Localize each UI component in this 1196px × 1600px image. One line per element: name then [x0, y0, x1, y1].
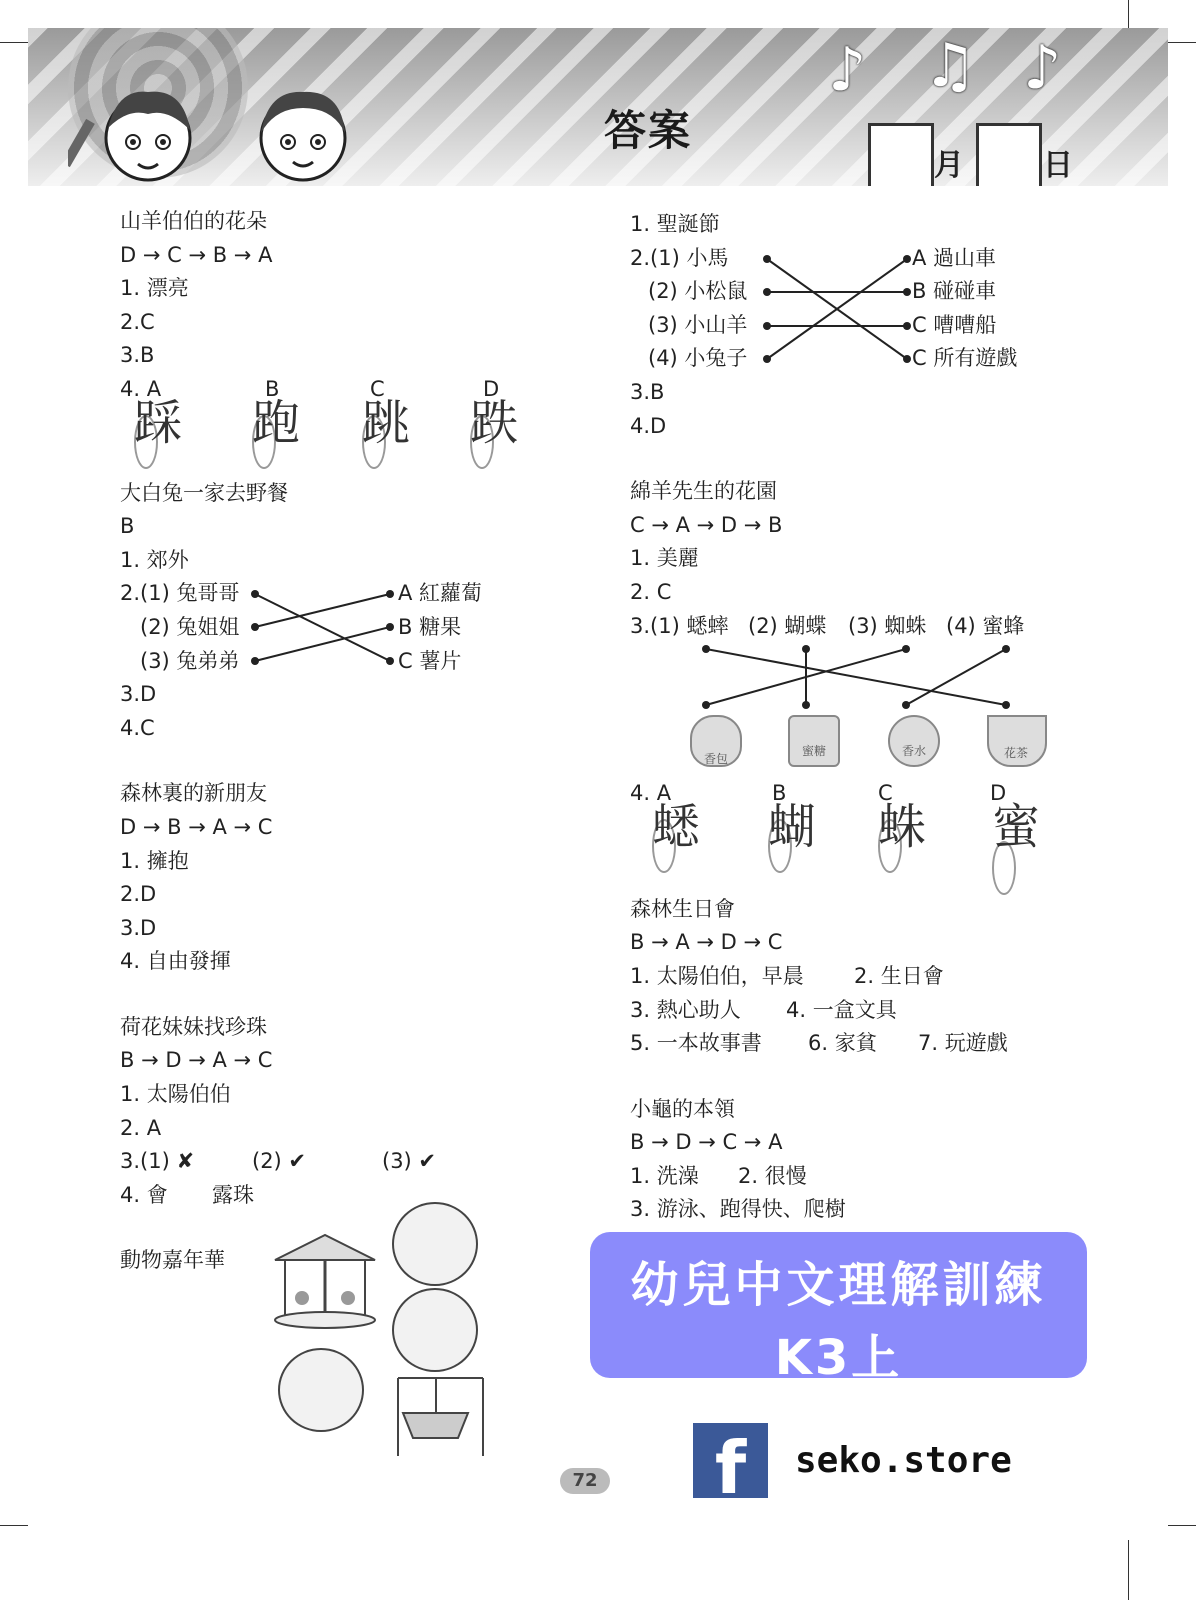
chinese-character: 跳 [362, 394, 411, 451]
section-title: 小龜的本領 [630, 1096, 735, 1121]
answer-line [630, 610, 1080, 644]
section-title: 動物嘉年華 [120, 1248, 225, 1273]
answer-line: 3.D [120, 682, 157, 707]
chinese-character: 踩 [134, 394, 183, 451]
answer-line: 1. 擁抱 [120, 848, 189, 873]
match-right-item: A 過山車 [912, 245, 997, 270]
letter-label: 4. A [630, 781, 672, 806]
answer-item: 4. 一盒文具 [786, 997, 897, 1022]
left-column [120, 205, 560, 1278]
answer-line: 2. A [120, 1115, 162, 1140]
match-lines [762, 242, 912, 376]
chinese-character: 跑 [252, 394, 301, 451]
section-title: 荷花妹妹找珍珠 [120, 1014, 267, 1039]
boat-illustration [392, 1288, 478, 1372]
answer-line [120, 1179, 560, 1213]
answer-line [630, 994, 1080, 1028]
crop-mark [1168, 42, 1196, 43]
answer-line: 3.B [630, 379, 665, 404]
music-notes-icon: ♫ [923, 31, 977, 101]
answer-item: 2. 生日會 [854, 963, 944, 988]
match-left-item: (3) 小山羊 [648, 312, 748, 337]
chinese-character: 蜜 [992, 798, 1041, 855]
answer-line: 1. 漂亮 [120, 276, 189, 301]
month-input-box [868, 123, 934, 186]
answer-line: 1. 郊外 [120, 547, 189, 572]
answer-word: 4. 會 [120, 1182, 168, 1207]
match-left-item: 2.(1) 兔哥哥 [120, 581, 240, 606]
music-note-icon: ♪ [1023, 33, 1062, 103]
answer-line [120, 1145, 560, 1179]
insect-label: (4) 蜜蜂 [946, 613, 1025, 638]
facebook-icon[interactable]: f [693, 1423, 768, 1498]
answer-line: 1. 太陽伯伯 [120, 1082, 231, 1107]
answer-line [630, 960, 1080, 994]
section-title: 森林裏的新朋友 [120, 781, 267, 806]
radical-characters [630, 798, 1080, 893]
letter-label: D [483, 376, 500, 401]
chinese-character: 蝴 [768, 798, 817, 855]
crop-mark [1168, 1525, 1196, 1526]
pirate-ship-illustration [388, 1368, 488, 1458]
answer-line: 3.D [120, 915, 157, 940]
answer-item: 1. 太陽伯伯，早晨 [630, 963, 804, 988]
page-title: 答案 [603, 106, 692, 155]
roller-coaster-illustration [278, 1348, 364, 1432]
answer-line: 3.B [120, 343, 155, 368]
bumper-car-illustration [392, 1202, 478, 1286]
match-right-item: C 薯片 [398, 648, 462, 673]
crop-mark [1128, 1540, 1129, 1600]
section-title: 森林生日會 [630, 896, 735, 921]
crop-mark [0, 42, 28, 43]
letter-label: B [772, 781, 787, 806]
carousel-illustration [270, 1230, 380, 1330]
match-left-item: (2) 兔姐姐 [140, 614, 240, 639]
month-label: 月 [934, 148, 964, 183]
answer-line: 4. 自由發揮 [120, 949, 231, 974]
letter-label: D [990, 781, 1007, 806]
sequence-answer: B → D → A → C [120, 1048, 273, 1073]
header-banner [28, 28, 1168, 186]
answer-item: 1. 洗澡 [630, 1163, 699, 1188]
answer-item: 5. 一本故事書 [630, 1031, 762, 1056]
answer-item: 3. 熱心助人 [630, 997, 741, 1022]
store-name: seko.store [795, 1440, 1012, 1481]
answer-line: B [120, 514, 135, 539]
insect-label: (3) 蜘蛛 [848, 613, 927, 638]
sequence-answer: C → A → D → B [630, 512, 783, 537]
match-left-item: 2.(1) 小馬 [630, 245, 729, 270]
girl-illustration [223, 68, 373, 186]
chinese-character: 跌 [470, 394, 519, 451]
answer-line: 4.C [120, 715, 155, 740]
insect-matching [630, 643, 1080, 777]
chinese-character: 蟋 [652, 798, 701, 855]
sequence-answer: D → C → B → A [120, 242, 273, 267]
answer-mark: (2) ✔ [252, 1149, 307, 1174]
perfume-item: 香水 [884, 715, 944, 767]
answer-mark: 3.(1) ✘ [120, 1149, 195, 1174]
insect-label: (2) 蝴蝶 [748, 613, 827, 638]
section-title: 山羊伯伯的花朵 [120, 209, 267, 233]
answer-item: 7. 玩遊戲 [918, 1031, 1008, 1056]
promo-banner [590, 1232, 1087, 1386]
music-note-icon: ♪ [828, 35, 867, 105]
match-lines [250, 577, 400, 677]
answer-line: 3. 游泳、跑得快、爬樹 [630, 1197, 846, 1222]
answer-line: 1. 美麗 [630, 546, 699, 571]
answer-mark: (3) ✔ [382, 1149, 437, 1174]
sachet-item: 香包 [686, 715, 746, 767]
promo-title: 幼兒中文理解訓練 [630, 1257, 1047, 1313]
section-title: 綿羊先生的花園 [630, 479, 777, 504]
match-left-item: (4) 小兔子 [648, 346, 748, 371]
crop-mark [0, 1525, 28, 1526]
section-title: 大白兔一家去野餐 [120, 480, 288, 505]
letter-label: C [370, 376, 385, 401]
answer-line: 2.D [120, 882, 157, 907]
answer-line: 2.C [120, 309, 155, 334]
crop-mark [1128, 0, 1129, 28]
match-right-item: B 碰碰車 [912, 279, 997, 304]
day-label: 日 [1043, 148, 1073, 183]
match-left-item: (2) 小松鼠 [648, 279, 748, 304]
day-input-box [976, 123, 1042, 186]
chinese-character: 蛛 [878, 798, 927, 855]
letter-label: C [878, 781, 893, 806]
match-right-item: A 紅蘿蔔 [398, 581, 483, 606]
answer-line: 4.D [630, 413, 667, 438]
match-right-item: B 糖果 [398, 614, 462, 639]
answer-line [630, 1160, 1080, 1194]
sequence-answer: B → A → D → C [630, 930, 783, 955]
answer-item: 2. 很慢 [738, 1163, 807, 1188]
radical-characters [120, 394, 560, 477]
promo-subtitle: K3上 [774, 1330, 903, 1386]
match-right-item: C 所有遊戲 [912, 346, 1018, 371]
answer-line [630, 1027, 1080, 1061]
match-left-item: (3) 兔弟弟 [140, 648, 240, 673]
insect-label: 3.(1) 蟋蟀 [630, 613, 729, 638]
answer-line: 1. 聖誕節 [630, 212, 720, 236]
answer-line: 2. C [630, 579, 672, 604]
teacup-item: 花茶 [986, 715, 1048, 767]
sequence-answer: D → B → A → C [120, 814, 273, 839]
matching-exercise [120, 577, 560, 678]
right-column [630, 208, 1080, 1261]
boy-illustration [68, 68, 218, 186]
page-number: 72 [560, 1468, 610, 1494]
sequence-answer: B → D → C → A [630, 1130, 783, 1155]
honey-jar-item: 蜜糖 [784, 715, 844, 767]
match-right-item: C 嘈嘈船 [912, 312, 997, 337]
answer-word: 露珠 [212, 1182, 254, 1207]
matching-exercise [630, 242, 1080, 376]
letter-label: 4. A [120, 376, 162, 401]
match-lines [700, 643, 1010, 713]
letter-label: B [265, 376, 280, 401]
answer-item: 6. 家貧 [808, 1031, 877, 1056]
